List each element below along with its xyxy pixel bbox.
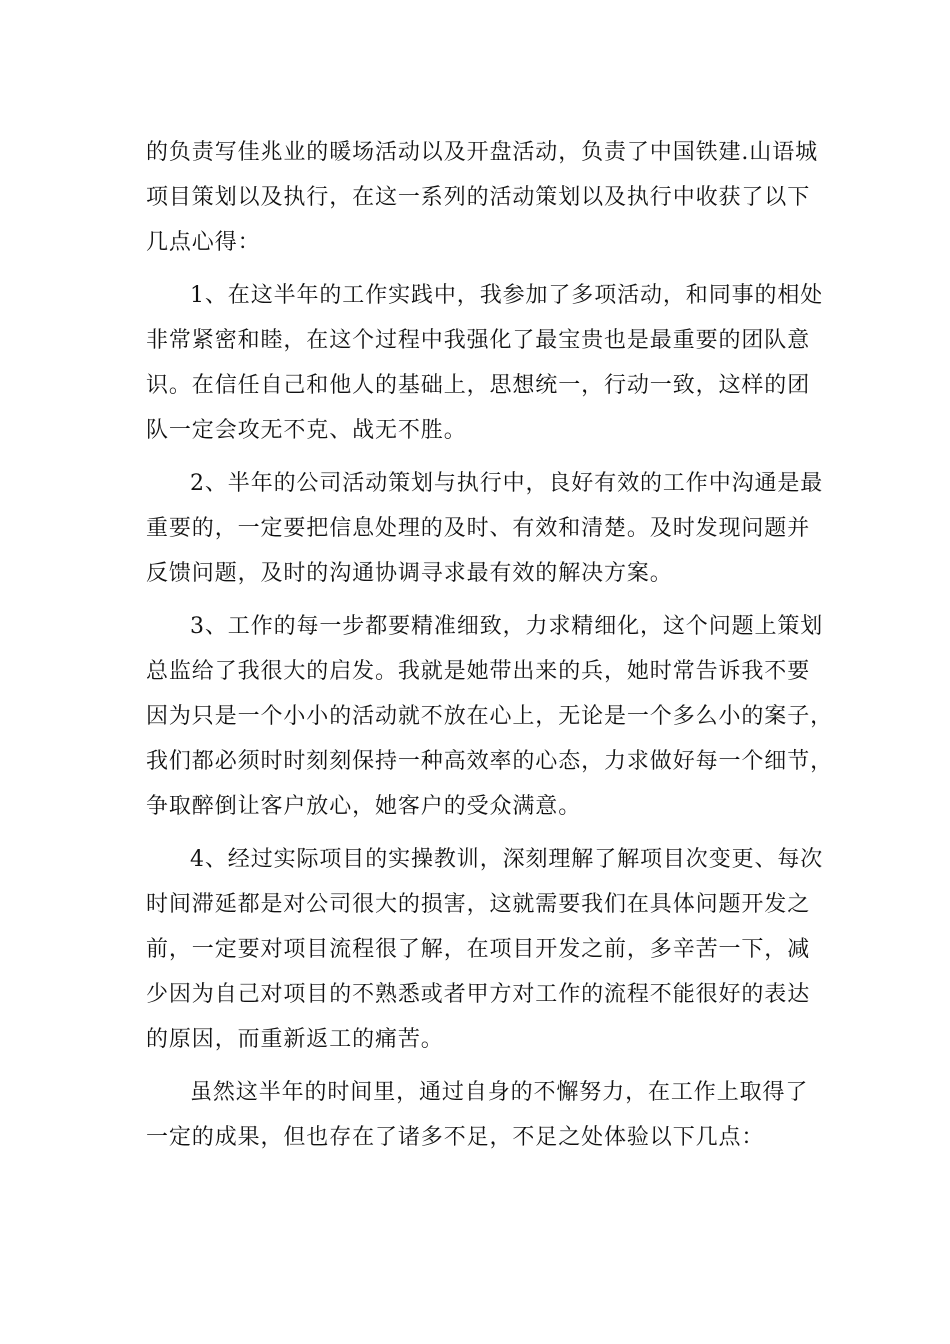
text-line: 前，一定要对项目流程很了解，在项目开发之前，多辛苦一下，减: [146, 937, 811, 962]
text-line: 识。在信任自己和他人的基础上，思想统一，行动一致，这样的团: [146, 373, 811, 398]
paragraph-4-start: 4、经过实际项目的实操教训，深刻理解了解项目次变更、每次: [190, 847, 824, 872]
paragraph-3-start: 3、工作的每一步都要精准细致，力求精细化，这个问题上策划: [190, 614, 824, 639]
text-line: 项目策划以及执行，在这一系列的活动策划以及执行中收获了以下: [146, 185, 811, 210]
body-text: [146, 130, 834, 1160]
text-line: 时间滞延都是对公司很大的损害，这就需要我们在具体问题开发之: [146, 892, 811, 917]
text-line: 反馈问题，及时的沟通协调寻求最有效的解决方案。: [146, 561, 673, 586]
text-line: 总监给了我很大的启发。我就是她带出来的兵，她时常告诉我不要: [146, 659, 811, 684]
text-line: 队一定会攻无不克、战无不胜。: [146, 418, 467, 443]
text-line: 争取醉倒让客户放心，她客户的受众满意。: [146, 794, 582, 819]
text-line: 的负责写佳兆业的暖场活动以及开盘活动，负责了中国铁建.山语城: [146, 140, 818, 165]
text-line: 重要的，一定要把信息处理的及时、有效和清楚。及时发现问题并: [146, 516, 811, 541]
text-line: 几点心得：: [146, 230, 261, 255]
paragraph-5-start: 虽然这半年的时间里，通过自身的不懈努力，在工作上取得了: [190, 1080, 809, 1105]
text-line: 的原因，而重新返工的痛苦。: [146, 1027, 444, 1052]
text-line: 因为只是一个小小的活动就不放在心上，无论是一个多么小的案子，: [146, 704, 834, 729]
text-line: 非常紧密和睦，在这个过程中我强化了最宝贵也是最重要的团队意: [146, 328, 811, 353]
paragraph-2-start: 2、半年的公司活动策划与执行中，良好有效的工作中沟通是最: [190, 471, 824, 496]
text-line: 一定的成果，但也存在了诸多不足，不足之处体验以下几点：: [146, 1125, 765, 1150]
text-line: 我们都必须时时刻刻保持一种高效率的心态，力求做好每一个细节，: [146, 749, 834, 774]
text-line: 少因为自己对项目的不熟悉或者甲方对工作的流程不能很好的表达: [146, 982, 811, 1007]
paragraph-1-start: 1、在这半年的工作实践中，我参加了多项活动，和同事的相处: [190, 283, 824, 308]
